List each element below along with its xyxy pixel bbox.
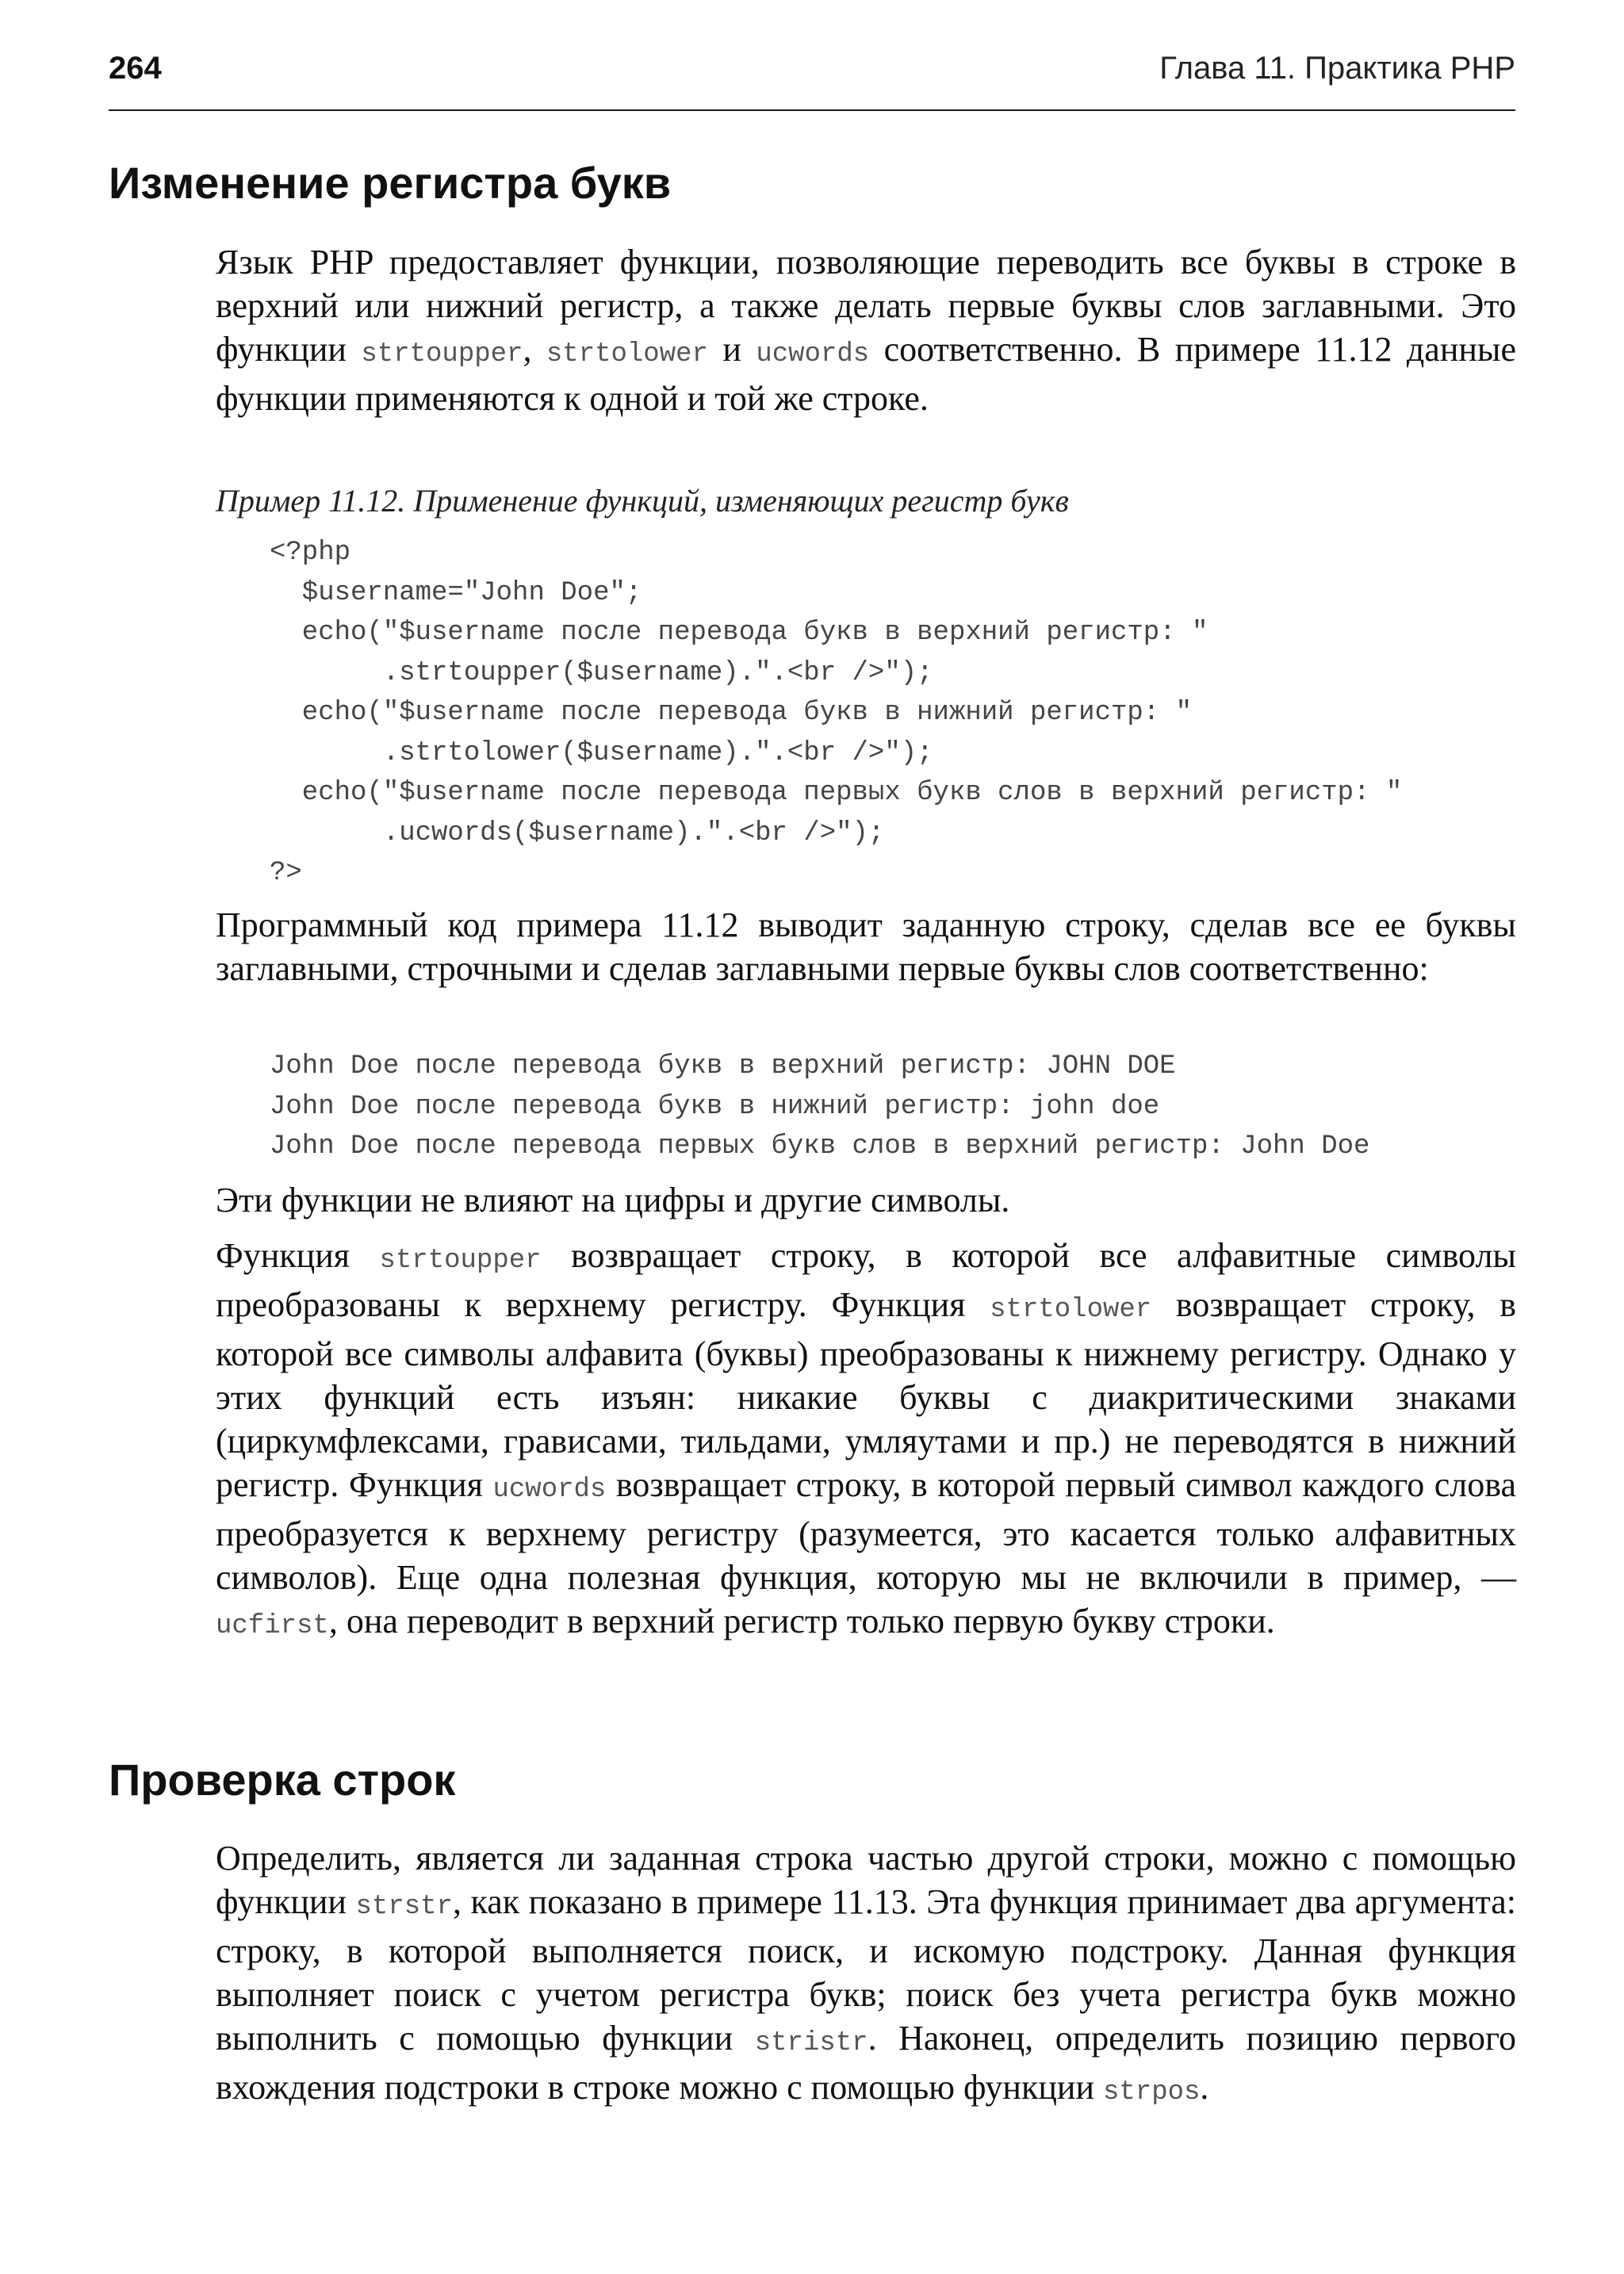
output-line: John Doe после перевода первых букв слов в верхний регистр: John Doe: [270, 1131, 1370, 1162]
text-run: возвращает строку, в которой все алфавитные символы преобразованы к верхнему регистру. Функция: [216, 1236, 1516, 1324]
result-text: Программный код примера 11.12 выводит заданную строку, сделав все ее буквы заглавными, строчными и сделав заглавными первые буквы слов соответственно:: [216, 905, 1516, 988]
section-heading-string-check: Проверка строк: [109, 1755, 456, 1805]
intro-paragraph: [216, 240, 1516, 420]
text-run: Язык PHP предоставляет функции, позволяющие переводить все буквы в строке в верхний или нижний регистр, а также делать первые буквы слов заглавными. Это функции: [216, 243, 1516, 369]
code-line: echo("$username после перевода букв в нижний регистр: ": [270, 698, 1192, 728]
code-strtolower: strtolower: [990, 1295, 1152, 1325]
code-strtoupper: strtoupper: [361, 339, 523, 369]
code-line: echo("$username после перевода первых букв слов в верхний регистр: ": [270, 778, 1403, 808]
example-caption: Пример 11.12. Применение функций, изменяющих регистр букв: [216, 483, 1069, 519]
code-strstr: strstr: [355, 1892, 453, 1922]
text-run: возвращает строку, в которой все символы алфавита (буквы) преобразованы к нижнему регистру. Однако у этих функций есть изъян: никакие буквы с диакритическими знаками (циркумфлексами, грависами, тильдами, умляутами и пр.) не переводятся в нижний регистр. Функция: [216, 1285, 1516, 1504]
text-run: Определить, является ли заданная строка частью другой строки, можно с помощью функции: [216, 1839, 1516, 1921]
text-run: соответственно. В примере 11.12 данные функции применяются к одной и той же строке.: [216, 330, 1517, 418]
code-ucwords: ucwords: [492, 1475, 607, 1505]
code-strtoupper: strtoupper: [379, 1246, 542, 1276]
code-line: echo("$username после перевода букв в верхний регистр: ": [270, 618, 1208, 648]
details-paragraph: [216, 1234, 1516, 1648]
code-line: <?php: [270, 538, 351, 568]
running-header: [109, 46, 1515, 111]
note-paragraph: [216, 1178, 1516, 1222]
chapter-title: Глава 11. Практика PHP: [1159, 51, 1515, 86]
code-line: .strtoupper($username).".<br />");: [270, 657, 933, 688]
text-run: . Наконец, определить позицию первого вхождения подстроки в строке можно с помощью функции: [216, 2019, 1516, 2107]
output-line: John Doe после перевода букв в верхний регистр: JOHN DOE: [270, 1051, 1176, 1081]
code-line: .strtolower($username).".<br />");: [270, 737, 933, 768]
text-run: .: [1200, 2068, 1209, 2107]
code-strpos: strpos: [1103, 2077, 1201, 2107]
code-strtolower: strtolower: [546, 339, 708, 369]
code-stristr: stristr: [754, 2028, 868, 2058]
text-run: и: [707, 330, 756, 369]
program-output: [270, 1047, 1369, 1167]
code-line: ?>: [270, 858, 302, 888]
code-ucwords: ucwords: [756, 339, 870, 369]
text-run: возвращает строку, в которой первый символ каждого слова преобразуется к верхнему регистру (разумеется, это касается только алфавитных символов). Еще одна полезная функция, которую мы не включили в пример, —: [216, 1465, 1516, 1597]
text-run: , она переводит в верхний регистр только первую букву строки.: [328, 1602, 1275, 1640]
code-line: $username="John Doe";: [270, 577, 642, 608]
code-line: .ucwords($username).".<br />");: [270, 817, 885, 848]
text-run: ,: [523, 330, 546, 369]
result-paragraph: [216, 903, 1516, 990]
output-line: John Doe после перевода букв в нижний регистр: john doe: [270, 1091, 1160, 1122]
code-listing: [270, 533, 1402, 894]
text-run: , как показано в примере 11.13. Эта функция принимает два аргумента: строку, в которой выполняется поиск, и искомую подстроку. Данная функция выполняет поиск с учетом регистра букв; поиск без учета регистра букв можно выполнить с помощью функции: [216, 1882, 1516, 2058]
section-heading-case-change: Изменение регистра букв: [109, 158, 672, 208]
code-ucfirst: ucfirst: [216, 1611, 329, 1641]
note-text: Эти функции не влияют на цифры и другие символы.: [216, 1181, 1010, 1219]
text-run: Функция: [216, 1236, 380, 1275]
string-check-paragraph: [216, 1836, 1516, 2115]
page-number: 264: [109, 51, 162, 86]
